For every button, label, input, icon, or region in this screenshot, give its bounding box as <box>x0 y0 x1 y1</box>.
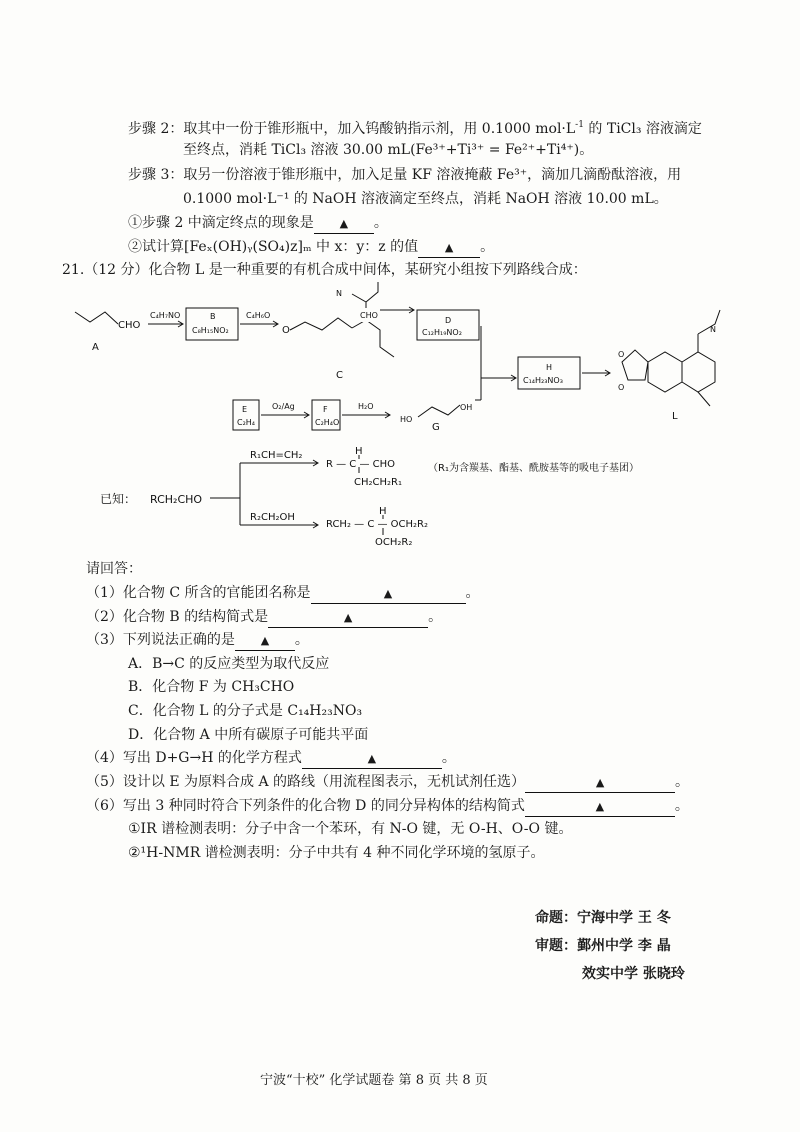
d-label: D <box>445 316 452 325</box>
c-cho: CHO <box>360 311 378 320</box>
question-6: （6）写出 3 种同时符合下列条件的化合物 D 的同分异构体的结构简式 ▲ 。 <box>86 797 689 817</box>
answer-blank[interactable]: ▲ <box>235 631 295 651</box>
l-n: N <box>710 325 716 334</box>
b-label: B <box>210 312 216 321</box>
credit-reviewer1: 审题：鄞州中学 李 晶 <box>535 938 671 954</box>
e-label: E <box>242 405 248 414</box>
answer-blank[interactable]: ▲ <box>525 797 675 817</box>
g-ho: HO <box>400 415 413 424</box>
question-3: （3）下列说法正确的是 ▲ 。 <box>86 631 309 651</box>
label-l: L <box>672 411 678 422</box>
compound-a-structure <box>75 312 118 324</box>
l-o-top: O <box>618 350 625 359</box>
answer-blank[interactable]: ▲ <box>525 773 675 793</box>
known-p1-bottom: CH₂CH₂R₁ <box>354 477 402 488</box>
answer-blank[interactable]: ▲ <box>418 238 480 258</box>
known-note: （R₁为含羰基、酯基、酰胺基等的吸电子基团） <box>428 463 639 474</box>
label-a: A <box>92 342 99 353</box>
cho-text: CHO <box>118 320 141 331</box>
step2-line2: 至终点，消耗 TiCl₃ 溶液 30.00 mL(Fe³⁺+Ti³⁺ = Fe²⁺+Ti⁴⁺)。 <box>183 142 594 158</box>
label-g: G <box>432 422 440 432</box>
known-label: 已知： <box>100 492 137 506</box>
known-reactions <box>90 445 720 560</box>
known-substrate: RCH₂CHO <box>150 493 203 506</box>
reagent-h2o: H₂O <box>358 402 374 411</box>
option-a: A．B→C 的反应类型为取代反应 <box>128 656 330 672</box>
answer-blank[interactable]: ▲ <box>314 214 374 234</box>
step3-line2: 0.1000 mol·L⁻¹ 的 NaOH 溶液滴定至终点，消耗 NaOH 溶液 10.00 mL。 <box>183 191 668 207</box>
e-formula: C₂H₄ <box>237 418 256 427</box>
page-footer: 宁波“十校” 化学试题卷 第 8 页 共 8 页 <box>260 1073 488 1088</box>
synthesis-scheme <box>60 282 760 432</box>
option-b: B．化合物 F 为 CH₃CHO <box>128 679 295 695</box>
known-product1: R — C — CHO <box>326 459 396 470</box>
step2-line1: 步骤 2：取其中一份于锥形瓶中，加入钨酸钠指示剂，用 0.1000 $mol\cdot L^{-1}$ 的 TiCl₃ 溶液滴定 <box>128 120 702 137</box>
compound-c-structure <box>290 318 352 330</box>
question-5: （5）设计以 E 为原料合成 A 的路线（用流程图表示，无机试剂任选） ▲ 。 <box>86 773 689 793</box>
answer-blank[interactable]: ▲ <box>311 584 466 604</box>
ketone-o: O <box>282 325 290 336</box>
question-1: （1）化合物 C 所含的官能团名称是 ▲ 。 <box>86 584 480 604</box>
label-c: C <box>336 370 343 381</box>
reagent-2: C₄H₆O <box>246 311 271 320</box>
known-p2-h: H <box>379 506 387 517</box>
compound-l-structure <box>622 350 648 380</box>
h-label: H <box>546 363 553 372</box>
condition-2: ②¹H-NMR 谱检测表明：分子中共有 4 种不同化学环境的氢原子。 <box>128 845 545 861</box>
question-a: ①步骤 2 中滴定终点的现象是 ▲ 。 <box>128 214 388 234</box>
option-d: D．化合物 A 中所有碳原子可能共平面 <box>128 727 369 743</box>
credit-reviewer2: 效实中学 张晓玲 <box>582 966 685 982</box>
reagent-o2ag: O₂/Ag <box>272 402 295 411</box>
answer-prompt: 请回答： <box>86 561 142 577</box>
answer-blank[interactable]: ▲ <box>302 749 442 769</box>
option-c: C．化合物 L 的分子式是 C₁₄H₂₃NO₃ <box>128 703 363 719</box>
g-oh: OH <box>460 403 473 412</box>
answer-blank[interactable]: ▲ <box>268 608 428 628</box>
known-product2: RCH₂ — C — OCH₂R₂ <box>326 519 428 530</box>
credit-setter: 命题：宁海中学 王 冬 <box>535 910 671 926</box>
b-formula: C₈H₁₅NO₂ <box>192 326 229 335</box>
step3-line1: 步骤 3：取另一份溶液于锥形瓶中，加入足量 KF 溶液掩蔽 Fe³⁺，滴加几滴酚酞溶液，用 <box>128 167 682 183</box>
question-21-title: 21.（12 分）化合物 L 是一种重要的有机合成中间体，某研究小组按下列路线合成： <box>62 262 587 278</box>
question-4: （4）写出 D+G→H 的化学方程式 ▲ 。 <box>86 749 456 769</box>
question-b: ②试计算[Feₓ(OH)ᵧ(SO₄)z]ₘ 中 x：y：z 的值 ▲ 。 <box>128 238 494 258</box>
d-formula: C₁₂H₁₉NO₂ <box>422 328 462 337</box>
known-p1-h: H <box>355 446 363 457</box>
f-formula: C₂H₄O <box>315 418 340 427</box>
condition-1: ①IR 谱检测表明：分子中含一个苯环，有 N-O 键，无 O-H、O-O 键。 <box>128 821 573 837</box>
c-n: N <box>336 289 342 298</box>
compound-g-structure <box>418 405 460 417</box>
known-reagent1: R₁CH=CH₂ <box>250 450 303 461</box>
f-label: F <box>323 405 328 414</box>
reagent-1: C₄H₇NO <box>150 311 181 320</box>
known-p2-bottom: OCH₂R₂ <box>375 537 413 548</box>
question-2: （2）化合物 B 的结构简式是 ▲ 。 <box>86 608 442 628</box>
h-formula: C₁₄H₂₃NO₃ <box>523 376 563 385</box>
l-o-bottom: O <box>618 383 625 392</box>
known-reagent2: R₂CH₂OH <box>250 512 295 523</box>
